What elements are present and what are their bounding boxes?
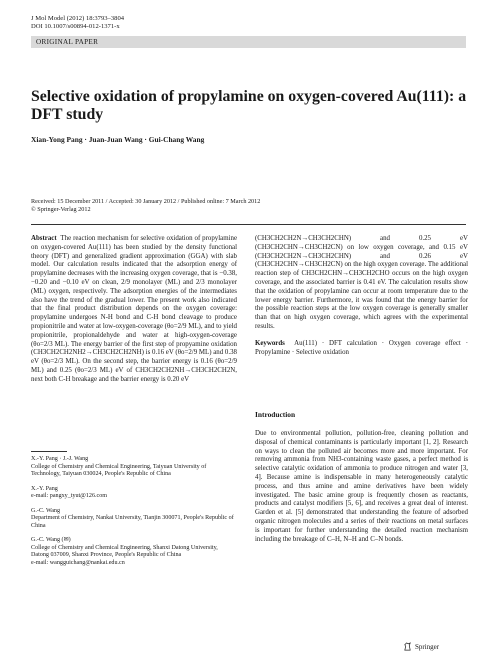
- affiliation-item: G.-C. Wang Department of Chemistry, Nankai University, Tianjin 300071, People's Republic of China: [31, 507, 234, 529]
- footnote-rule: [31, 451, 67, 452]
- author-list: Xian-Yong Pang · Juan-Juan Wang · Gui-Chang Wang: [31, 135, 205, 144]
- abstract-column-left: [31, 235, 237, 385]
- affiliation-item: G.-C. Wang (✉) College of Chemistry and Chemical Engineering, Shanxi Datong University, Datong 037009, Shanxi Province, People's Republic of China e-mail: wangguichang@nankai.edu.cn: [31, 537, 218, 566]
- abstract-label: Abstract: [31, 235, 57, 242]
- introduction-heading: Introduction: [255, 410, 296, 419]
- article-title: Selective oxidation of propylamine on oxygen-covered Au(111): a DFT study: [31, 88, 467, 123]
- introduction-text: Due to environmental pollution, pollution-free, cleaning pollution and disposal of chemical contaminants is particularly important [1, 2]. Research on ways to clean the polluted air becomes more and more important. For removing ammonia from NH3-containing waste gases, a perfect method is selective catalytic oxidation of ammonia to produce nitrogen and water [3, 4]. Because amine is indispensable in many heterogeneously catalytic process, and thus amine and amine derivatives have been widely investigated. The basic amine group is frequently chosen as reactants, products and catalyst modifiers [5, 6], and receives a great deal of interest. Garden et al. [5] demonstrated that understanding the feature of adsorbed organic nitrogen molecules and a series of their reactions on metal surfaces is important for further understanding the detailed reaction mechanism including the breakage of C–H, N–H and C–N bonds.: [255, 430, 468, 543]
- publisher-logo: [403, 642, 439, 651]
- affiliation-item: X.-Y. Pang e-mail: pangxy_tyut@126.com: [31, 485, 108, 499]
- journal-header: [31, 15, 124, 31]
- keywords-label: Keywords: [255, 339, 285, 347]
- abstract-text-part2: (CH3CH2CH2N→CH3CH2CHN) and 0.25 eV (CH3CH2CHN→CH3CH2CN) on low oxygen coverage, and 0.15 eV (CH3CH2CH2N→CH3CH2CHN) and 0.26 eV (CH3CH2CHN→CH3CH2CN) on the high oxygen coverage. The additional reaction step of CH3CH2CHN→CH3CH2CHO occurs on the high oxygen coverage, and the associated barrier is 0.41 eV. The calculation results show that the oxidation of propylamine can occur at room temperature due to the lower energy barrier. Furthermore, it was found that the energy barrier for the possible reaction steps at the low oxygen coverage is generally smaller than that on high oxygen coverage, which agrees with the experimental results.: [255, 235, 468, 330]
- journal-doi: DOI 10.1007/s00894-012-1371-x: [31, 23, 120, 30]
- dates-line: Received: 15 December 2011 / Accepted: 30 January 2012 / Published online: 7 March 2012: [31, 198, 261, 205]
- publisher-name: Springer: [415, 642, 440, 651]
- journal-citation: J Mol Model (2012) 18:3793–3804: [31, 15, 125, 22]
- publication-dates: [31, 198, 260, 214]
- abstract-text-part1: The reaction mechanism for selective oxidation of propylamine on oxygen-covered Au(111) has been studied by the density functional theory (DFT) and generalized gradient approximation (GGA) with slab model. Our calculation results indicated that the adsorption energy of propylamine decreases with the increasing oxygen coverage, that is −0.38, −0.20 and −0.10 eV on clean, 2/9 monolayer (ML) and 2/3 monolayer (ML) oxygen, respectively. The adsorption energies of the intermediates also have the trend of the gradual lower. The present work also indicated that the final product distribution depends on the oxygen coverage: propylamine undergoes N-H bond and C-H bond cleavage to produce propionitrile and water at low-oxygen-coverage (θo=2/9 ML), and to yield propionitrile, propionaldehyde and water at high-oxygen-coverage (θo=2/3 ML). The energy barrier of the first step of propyamine oxidation (CH3CH2CH2NH2→CH3CH2CH2NH) is 0.16 eV (θo=2/9 ML) and 0.38 eV (θo=2/3 ML). On the second step, the barrier energy is 0.16 (θo=2/9 ML) and 0.25 (θo=2/3 ML) eV of CH3CH2CH2NH→CH3CH2CH2N, next both C-H breakage and the barrier energy is 0.20 eV: [31, 235, 238, 383]
- abstract-column-right: [255, 235, 468, 357]
- keywords-text: Au(111) · DFT calculation · Oxygen coverage effect · Propylamine · Selective oxidation: [255, 339, 468, 356]
- affiliations: [31, 456, 237, 574]
- copyright-line: © Springer-Verlag 2012: [31, 206, 91, 213]
- article-type-banner: ORIGINAL PAPER: [31, 36, 466, 48]
- header-divider: [31, 224, 466, 225]
- springer-horse-icon: [403, 642, 412, 651]
- affiliation-item: X.-Y. Pang · J.-J. Wang College of Chemistry and Chemical Engineering, Taiyuan University of Technology, Taiyuan 030024, People's Republic of China: [31, 456, 207, 477]
